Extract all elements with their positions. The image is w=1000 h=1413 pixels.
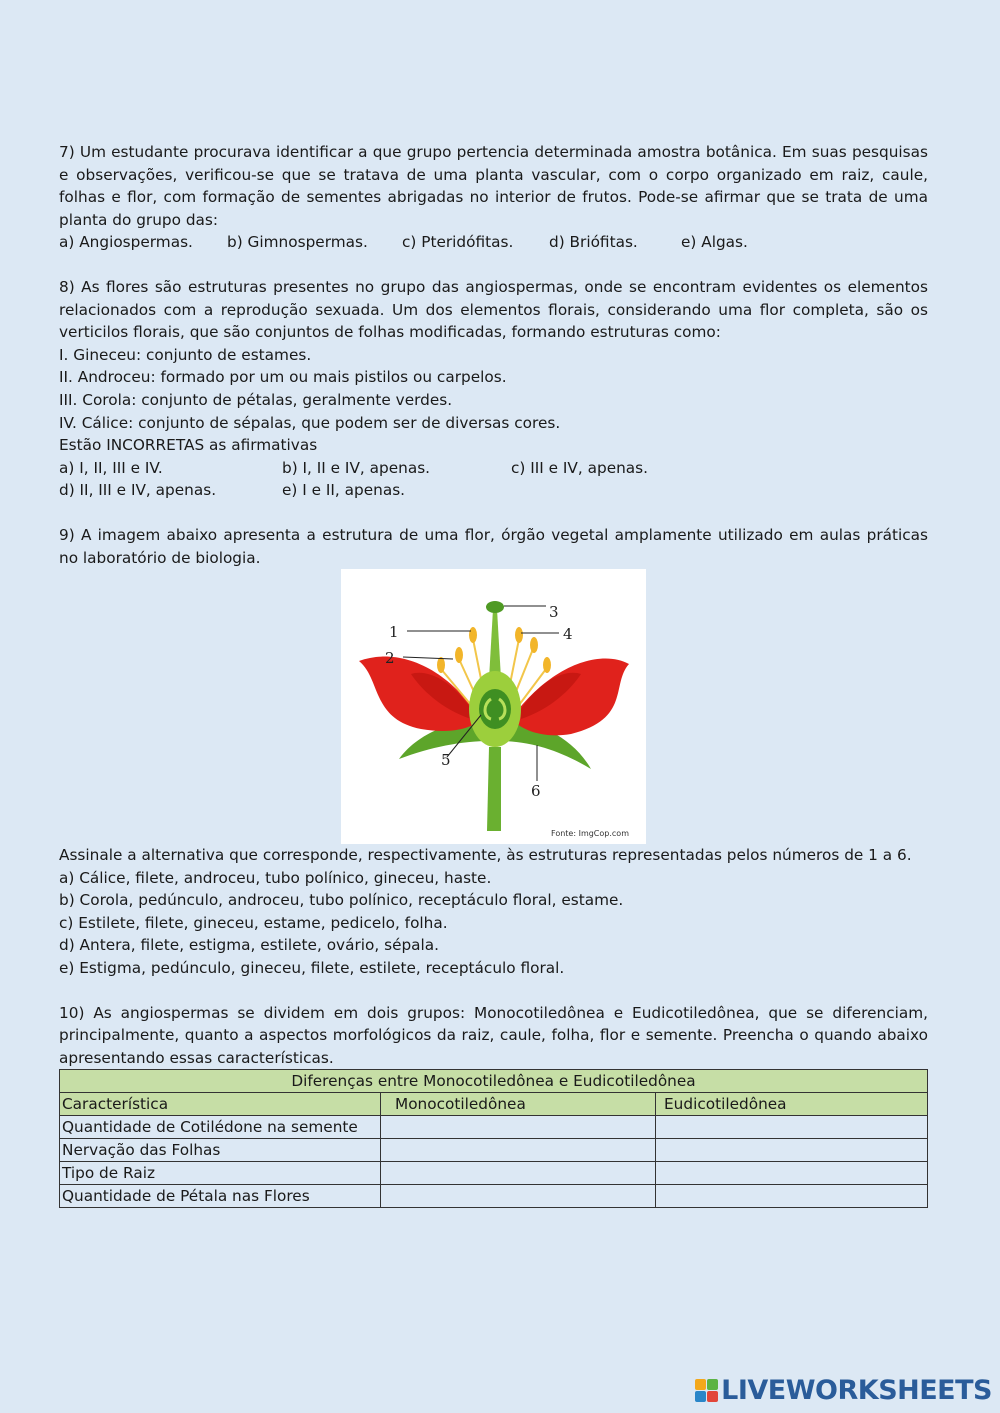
q7-text: 7) Um estudante procurava identificar a que grupo pertencia determinada amostra botânica. Em suas pesquisas e observações, verificou-se que se tratava de uma planta vascular, com o corpo organizado em raiz, caule, folhas e flor, com formação de sementes abrigadas no interior de frutos. Pode-se afirmar que se trata de uma planta do grupo das: (59, 143, 928, 229)
q7-option-c[interactable]: c) Pteridófitas. (402, 233, 514, 252)
q8-option-a[interactable]: a) I, II, III e IV. (59, 458, 163, 477)
petal-right-shape (511, 659, 629, 736)
stem-shape (487, 747, 501, 831)
q7-option-d[interactable]: d) Briófitas. (549, 233, 638, 252)
label-2: 2 (385, 649, 395, 668)
table-title: Diferenças entre Monocotiledônea e Eudicotiledônea (60, 1070, 928, 1093)
figure-source: Fonte: ImgCop.com (551, 829, 629, 839)
table-header-eudi: Eudicotiledônea (656, 1093, 928, 1116)
label-4: 4 (563, 625, 573, 644)
q9-option-b[interactable]: b) Corola, pedúnculo, androceu, tubo polínico, receptáculo floral, estame. (59, 891, 624, 910)
q9-prompt: Assinale a alternativa que corresponde, respectivamente, às estruturas representadas pelos números de 1 a 6. (59, 846, 912, 865)
brand-name: LIVEWORKSHEETS (721, 1375, 992, 1406)
q9-option-a[interactable]: a) Cálice, filete, androceu, tubo polínico, gineceu, haste. (59, 868, 492, 887)
label-1: 1 (389, 623, 399, 642)
answer-cell-mono[interactable] (381, 1185, 656, 1208)
table-header-mono: Monocotiledônea (381, 1093, 656, 1116)
table-row-label: Quantidade de Pétala nas Flores (60, 1185, 381, 1208)
q7-options (59, 231, 928, 254)
table-row-label: Tipo de Raiz (60, 1162, 381, 1185)
q8-option-d[interactable]: d) II, III e IV, apenas. (59, 481, 217, 500)
q8-prompt: Estão INCORRETAS as afirmativas (59, 436, 318, 455)
q8-statement-3: III. Corola: conjunto de pétalas, geralmente verdes. (59, 390, 453, 409)
answer-cell-eudi[interactable] (656, 1139, 928, 1162)
label-3: 3 (549, 603, 559, 622)
answer-cell-mono[interactable] (381, 1162, 656, 1185)
table-row (60, 1139, 928, 1162)
q9-text: 9) A imagem abaixo apresenta a estrutura de uma flor, órgão vegetal amplamente utilizado em aulas práticas no laboratório de biologia. (59, 525, 928, 567)
q7-option-a[interactable]: a) Angiospermas. (59, 233, 193, 252)
q8-text: 8) As flores são estruturas presentes no grupo das angiospermas, onde se encontram evidentes os elementos relacionados com a reprodução sexuada. Um dos elementos florais, considerando uma flor completa, são os verticilos florais, que são conjuntos de folhas modificadas, formando estruturas como: (59, 277, 928, 342)
q7-option-e[interactable]: e) Algas. (681, 233, 748, 252)
q8-option-b[interactable]: b) I, II e IV, apenas. (282, 458, 431, 477)
table-header-characteristic: Característica (60, 1093, 381, 1116)
answer-cell-mono[interactable] (381, 1139, 656, 1162)
q7-option-b[interactable]: b) Gimnospermas. (227, 233, 368, 252)
table-row-label: Quantidade de Cotilédone na semente (60, 1116, 381, 1139)
answer-cell-eudi[interactable] (656, 1116, 928, 1139)
stigma-shape (486, 601, 504, 613)
answer-cell-mono[interactable] (381, 1116, 656, 1139)
table-row (60, 1116, 928, 1139)
q8-option-c[interactable]: c) III e IV, apenas. (511, 458, 649, 477)
flower-diagram (341, 569, 646, 844)
worksheet-page (59, 141, 928, 1208)
q9-option-e[interactable]: e) Estigma, pedúnculo, gineceu, filete, estilete, receptáculo floral. (59, 959, 565, 978)
label-6: 6 (531, 782, 541, 801)
table-row (60, 1162, 928, 1185)
answer-cell-eudi[interactable] (656, 1185, 928, 1208)
q10-text: 10) As angiospermas se dividem em dois grupos: Monocotiledônea e Eudicotiledônea, que se diferenciam, principalmente, quanto a aspectos morfológicos da raiz, caule, folha, flor e semente. Preencha o quando abaixo apresentando essas características. (59, 1003, 928, 1067)
table-row-label: Nervação das Folhas (60, 1139, 381, 1162)
q8-option-e[interactable]: e) I e II, apenas. (282, 481, 406, 500)
q9-option-d[interactable]: d) Antera, filete, estigma, estilete, ovário, sépala. (59, 936, 440, 955)
q9-option-c[interactable]: c) Estilete, filete, gineceu, estame, pedicelo, folha. (59, 913, 448, 932)
q8-statement-2: II. Androceu: formado por um ou mais pistilos ou carpelos. (59, 368, 507, 387)
q8-statement-4: IV. Cálice: conjunto de sépalas, que podem ser de diversas cores. (59, 413, 561, 432)
answer-cell-eudi[interactable] (656, 1162, 928, 1185)
liveworksheets-logo-icon (695, 1379, 718, 1402)
style-shape (489, 609, 501, 679)
table-row (60, 1185, 928, 1208)
label-5: 5 (441, 751, 451, 770)
flower-illustration (341, 569, 646, 844)
liveworksheets-brand[interactable] (695, 1375, 992, 1406)
q8-statement-1: I. Gineceu: conjunto de estames. (59, 345, 312, 364)
comparison-table (59, 1069, 928, 1208)
q8-options-row-1 (59, 457, 928, 480)
q8-options-row-2 (59, 479, 928, 502)
